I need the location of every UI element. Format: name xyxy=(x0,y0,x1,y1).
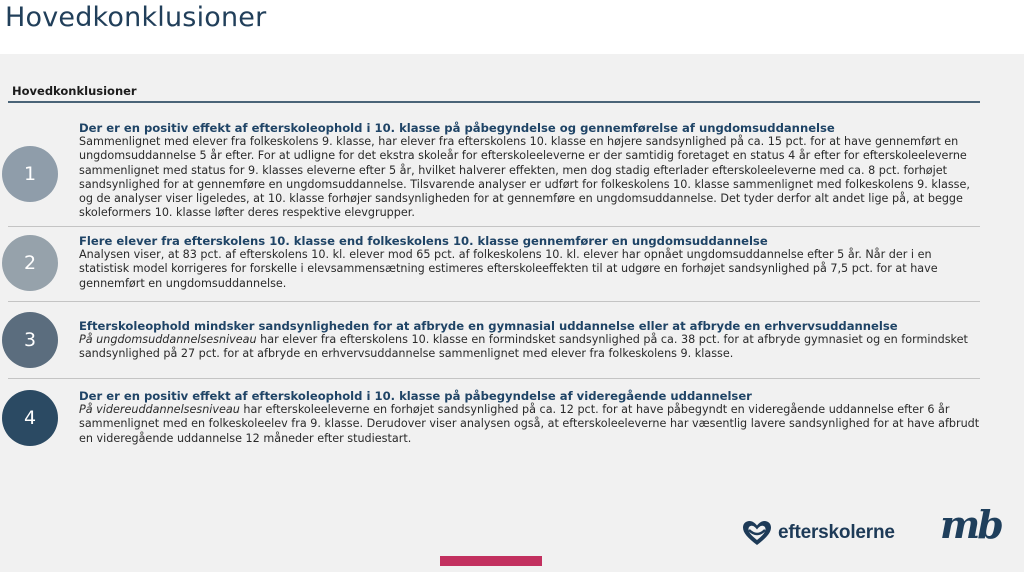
conclusion-body-text: har efterskoleeleverne en forhøjet sandsynlighed på ca. 12 pct. for at have påbegyndt en videregående uddannelse efter 6 år sammenlignet med en folkeskoleelev fra 9. klasse. Derudover viser analysen også, at efterskoleeleverne har væsentlig lavere sandsynlighed for at have afbrudt en videregående uddannelse 12 måneder efter studiestart. xyxy=(79,403,980,445)
footer-accent-bar xyxy=(440,556,542,566)
number-badge-3 xyxy=(2,312,58,368)
page-title: Hovedkonklusioner xyxy=(5,2,267,33)
conclusion-body xyxy=(79,333,984,362)
conclusion-body-text: Sammenlignet med elever fra folkeskolens 9. klasse, har elever fra efterskolens 10. klasse en højere sandsynlighed på ca. 15 pct. for at have gennemført en ungdomsuddannelse 5 år efter. For at udligne for det ekstra skoleår for efterskoleeleverne er der samtidig foretaget en status 4 år efter for efterskoleeleverne sammenlignet med status for 9. klasses eleverne efter 5 år, hvilket halverer effekten, men dog stadig efterlader efterskoleeleverne med ca. 8 pct. forhøjet sandsynlighed for at gennemføre en ungdomsuddannelse. Tilsvarende analyser er udført for folkeskolens 10. klasse sammenlignet med folkeskolens 9. klasse, og de analyser viser ligeledes, at 10. klasse forhøjer sandsynligheden for at gennemføre en ungdomsuddannelse. Det tyder derfor alt andet lige på, at begge skoleformers 10. klasse løfter deres respektive elevgrupper. xyxy=(79,135,970,220)
conclusion-item-4 xyxy=(79,389,984,446)
number-badge-2 xyxy=(2,235,58,291)
conclusion-body-emphasis: På ungdomsuddannelsesniveau xyxy=(79,333,257,346)
number-badge-label: 2 xyxy=(23,252,37,274)
heart-hands-icon xyxy=(740,519,774,547)
efterskolerne-logo-text: efterskolerne xyxy=(778,522,895,543)
conclusion-body-text: Analysen viser, at 83 pct. af efterskolens 10. kl. elever mod 65 pct. af folkeskolens 10. kl. elever har opnået ungdomsuddannelse efter 5 år. Når der i en statistisk model korrigeres for forskelle i elevsammensætning estimeres efterskoleeffekten til at udgøre en forhøjet sandsynlighed på 7,5 pct. for at have gennemført en ungdomsuddannelse. xyxy=(79,248,938,290)
mb-logo: mb xyxy=(940,502,1001,547)
efterskolerne-logo xyxy=(740,518,895,548)
conclusion-item-2 xyxy=(79,234,984,291)
conclusion-item-3 xyxy=(79,319,984,362)
section-header: Hovedkonklusioner xyxy=(12,84,137,98)
conclusion-heading: Efterskoleophold mindsker sandsynligheden for at afbryde en gymnasial uddannelse eller at afbryde en erhvervsuddannelse xyxy=(79,319,898,333)
number-badge-label: 1 xyxy=(23,163,37,185)
conclusion-body-emphasis: På videreuddannelsesniveau xyxy=(79,403,240,416)
conclusion-body xyxy=(79,403,984,446)
conclusion-body xyxy=(79,248,984,291)
number-badge-1 xyxy=(2,146,58,202)
item-divider xyxy=(8,301,980,302)
conclusion-heading: Flere elever fra efterskolens 10. klasse end folkeskolens 10. klasse gennemfører en ungdomsuddannelse xyxy=(79,234,768,248)
number-badge-label: 4 xyxy=(23,407,37,429)
item-divider xyxy=(8,226,980,227)
number-badge-4 xyxy=(2,390,58,446)
number-badge-label: 3 xyxy=(23,329,37,351)
title-bar xyxy=(0,0,1024,54)
conclusion-body-text: har elever fra efterskolens 10. klasse en formindsket sandsynlighed på ca. 38 pct. for at afbryde gymnasiet og en formindsket sandsynlighed på 27 pct. for at afbryde en erhvervsuddannelse sammenlignet med elever fra folkeskolens 9. klasse. xyxy=(79,333,968,361)
conclusion-body xyxy=(79,135,984,221)
item-divider xyxy=(8,378,980,379)
conclusion-heading: Der er en positiv effekt af efterskoleophold i 10. klasse på påbegyndelse af videregående uddannelser xyxy=(79,389,752,403)
conclusion-heading: Der er en positiv effekt af efterskoleophold i 10. klasse på påbegyndelse og gennemførelse af ungdomsuddannelse xyxy=(79,121,835,135)
conclusion-item-1 xyxy=(79,121,984,221)
header-divider xyxy=(8,101,980,103)
